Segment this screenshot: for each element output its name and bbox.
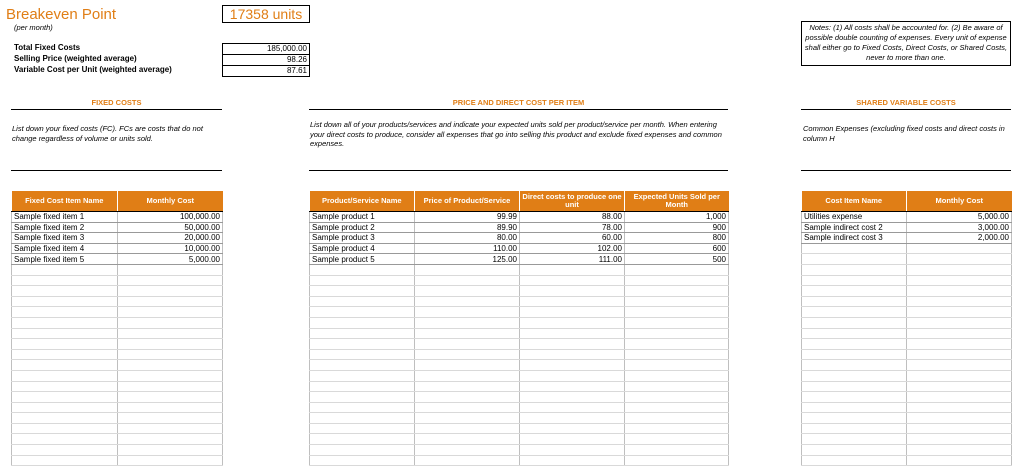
table-row [802, 233, 1012, 244]
empty-cell[interactable] [118, 264, 223, 275]
empty-cell[interactable] [118, 317, 223, 328]
table-row [310, 445, 729, 456]
empty-cell[interactable] [415, 434, 520, 445]
product-value-cell[interactable]: 125.00 [415, 254, 520, 265]
table-row [802, 349, 1012, 360]
empty-cell[interactable] [118, 360, 223, 371]
empty-cell[interactable] [12, 370, 118, 381]
table-row [802, 360, 1012, 371]
table-row [12, 349, 223, 360]
products-divider [309, 170, 728, 171]
empty-cell[interactable] [118, 370, 223, 381]
table-row [310, 381, 729, 392]
fixed-cost-name-cell[interactable]: Sample fixed item 1 [12, 212, 118, 223]
table-row [310, 455, 729, 466]
table-row [802, 402, 1012, 413]
shared-costs-heading: SHARED VARIABLE COSTS [801, 98, 1011, 110]
table-row [802, 254, 1012, 265]
empty-cell[interactable] [520, 455, 625, 466]
table-row [12, 243, 223, 254]
empty-cell[interactable] [625, 328, 729, 339]
empty-cell[interactable] [118, 445, 223, 456]
variable-cost-value[interactable]: 87.61 [222, 65, 310, 77]
fixed-cost-value-cell[interactable]: 10,000.00 [118, 243, 223, 254]
product-value-cell[interactable]: 99.99 [415, 212, 520, 223]
selling-price-label: Selling Price (weighted average) [14, 54, 137, 63]
table-row [12, 317, 223, 328]
empty-cell[interactable] [520, 402, 625, 413]
empty-cell[interactable] [907, 445, 1012, 456]
fixed-cost-name-cell[interactable]: Sample fixed item 3 [12, 233, 118, 244]
empty-cell[interactable] [118, 392, 223, 403]
product-name-cell[interactable]: Sample product 4 [310, 243, 415, 254]
product-value-cell[interactable]: 60.00 [520, 233, 625, 244]
table-row [802, 275, 1012, 286]
empty-cell[interactable] [415, 349, 520, 360]
empty-cell[interactable] [12, 360, 118, 371]
empty-cell[interactable] [625, 286, 729, 297]
shared-cost-value-cell[interactable]: 2,000.00 [907, 233, 1012, 244]
empty-cell[interactable] [625, 264, 729, 275]
empty-cell[interactable] [907, 423, 1012, 434]
empty-cell[interactable] [907, 413, 1012, 424]
products-table [309, 191, 729, 466]
empty-cell[interactable] [520, 423, 625, 434]
product-value-cell[interactable]: 102.00 [520, 243, 625, 254]
table-row [12, 402, 223, 413]
product-value-cell[interactable]: 900 [625, 222, 729, 233]
empty-cell[interactable] [625, 392, 729, 403]
table-row [12, 296, 223, 307]
product-value-cell[interactable]: 1,000 [625, 212, 729, 223]
empty-cell[interactable] [415, 413, 520, 424]
empty-cell[interactable] [415, 360, 520, 371]
column-header-fixed-item-name: Fixed Cost Item Name [12, 191, 118, 212]
product-value-cell[interactable]: 89.90 [415, 222, 520, 233]
table-row [12, 222, 223, 233]
empty-cell[interactable] [625, 339, 729, 350]
empty-cell[interactable] [12, 317, 118, 328]
table-row [802, 423, 1012, 434]
column-header-shared-monthly-cost: Monthly Cost [907, 191, 1012, 212]
empty-cell[interactable] [12, 307, 118, 318]
fixed-cost-value-cell[interactable]: 5,000.00 [118, 254, 223, 265]
column-header-product-name: Product/Service Name [310, 191, 415, 212]
empty-cell[interactable] [907, 349, 1012, 360]
empty-cell[interactable] [12, 445, 118, 456]
empty-cell[interactable] [310, 349, 415, 360]
table-row [802, 317, 1012, 328]
table-row [310, 243, 729, 254]
empty-cell[interactable] [907, 392, 1012, 403]
table-row [310, 286, 729, 297]
table-row [12, 339, 223, 350]
empty-cell[interactable] [802, 296, 907, 307]
table-row [12, 275, 223, 286]
empty-cell[interactable] [907, 434, 1012, 445]
empty-cell[interactable] [802, 370, 907, 381]
empty-cell[interactable] [118, 455, 223, 466]
column-header-price: Price of Product/Service [415, 191, 520, 212]
empty-cell[interactable] [520, 296, 625, 307]
empty-cell[interactable] [802, 286, 907, 297]
empty-cell[interactable] [118, 296, 223, 307]
empty-cell[interactable] [802, 445, 907, 456]
empty-cell[interactable] [310, 445, 415, 456]
product-value-cell[interactable]: 88.00 [520, 212, 625, 223]
table-row [802, 243, 1012, 254]
empty-cell[interactable] [12, 349, 118, 360]
table-row [12, 445, 223, 456]
empty-cell[interactable] [118, 434, 223, 445]
table-row [310, 423, 729, 434]
table-row [310, 317, 729, 328]
empty-cell[interactable] [310, 455, 415, 466]
empty-cell[interactable] [310, 413, 415, 424]
empty-cell[interactable] [907, 381, 1012, 392]
empty-cell[interactable] [625, 445, 729, 456]
empty-cell[interactable] [12, 392, 118, 403]
empty-cell[interactable] [625, 402, 729, 413]
empty-cell[interactable] [12, 402, 118, 413]
empty-cell[interactable] [907, 307, 1012, 318]
product-value-cell[interactable]: 111.00 [520, 254, 625, 265]
table-row [802, 370, 1012, 381]
empty-cell[interactable] [907, 264, 1012, 275]
empty-cell[interactable] [907, 455, 1012, 466]
empty-cell[interactable] [12, 455, 118, 466]
empty-cell[interactable] [520, 370, 625, 381]
empty-cell[interactable] [802, 434, 907, 445]
empty-cell[interactable] [520, 392, 625, 403]
empty-cell[interactable] [907, 286, 1012, 297]
empty-cell[interactable] [12, 423, 118, 434]
product-value-cell[interactable]: 600 [625, 243, 729, 254]
empty-cell[interactable] [520, 328, 625, 339]
empty-cell[interactable] [520, 445, 625, 456]
empty-cell[interactable] [12, 339, 118, 350]
empty-cell[interactable] [415, 328, 520, 339]
table-row [310, 413, 729, 424]
empty-cell[interactable] [625, 413, 729, 424]
table-row [12, 392, 223, 403]
empty-cell[interactable] [310, 434, 415, 445]
table-row [12, 328, 223, 339]
empty-cell[interactable] [625, 370, 729, 381]
table-row [12, 434, 223, 445]
empty-cell[interactable] [310, 307, 415, 318]
empty-cell[interactable] [310, 392, 415, 403]
empty-cell[interactable] [520, 434, 625, 445]
empty-cell[interactable] [802, 254, 907, 265]
empty-cell[interactable] [907, 328, 1012, 339]
table-row [802, 264, 1012, 275]
empty-cell[interactable] [625, 455, 729, 466]
empty-cell[interactable] [802, 307, 907, 318]
empty-cell[interactable] [310, 360, 415, 371]
fixed-cost-name-cell[interactable]: Sample fixed item 5 [12, 254, 118, 265]
empty-cell[interactable] [415, 423, 520, 434]
fixed-cost-name-cell[interactable]: Sample fixed item 4 [12, 243, 118, 254]
table-row [12, 254, 223, 265]
empty-cell[interactable] [520, 413, 625, 424]
empty-cell[interactable] [12, 264, 118, 275]
empty-cell[interactable] [12, 381, 118, 392]
table-row [802, 381, 1012, 392]
empty-cell[interactable] [802, 392, 907, 403]
empty-cell[interactable] [907, 339, 1012, 350]
shared-costs-divider [801, 170, 1011, 171]
empty-cell[interactable] [415, 339, 520, 350]
empty-cell[interactable] [520, 275, 625, 286]
table-row [802, 339, 1012, 350]
empty-cell[interactable] [310, 286, 415, 297]
fixed-cost-value-cell[interactable]: 50,000.00 [118, 222, 223, 233]
empty-cell[interactable] [415, 392, 520, 403]
table-row [310, 402, 729, 413]
column-header-expected-units: Expected Units Sold per Month [625, 191, 729, 212]
table-row [12, 381, 223, 392]
empty-cell[interactable] [520, 339, 625, 350]
empty-cell[interactable] [310, 381, 415, 392]
empty-cell[interactable] [118, 275, 223, 286]
empty-cell[interactable] [625, 296, 729, 307]
selling-price-value[interactable]: 98.26 [222, 54, 310, 66]
empty-cell[interactable] [907, 296, 1012, 307]
empty-cell[interactable] [802, 413, 907, 424]
fixed-cost-name-cell[interactable]: Sample fixed item 2 [12, 222, 118, 233]
table-row [802, 286, 1012, 297]
empty-cell[interactable] [802, 328, 907, 339]
empty-cell[interactable] [802, 381, 907, 392]
fixed-cost-value-cell[interactable]: 20,000.00 [118, 233, 223, 244]
empty-cell[interactable] [802, 317, 907, 328]
empty-cell[interactable] [802, 423, 907, 434]
empty-cell[interactable] [415, 296, 520, 307]
product-name-cell[interactable]: Sample product 2 [310, 222, 415, 233]
shared-costs-table [801, 191, 1012, 466]
table-row [310, 328, 729, 339]
table-row [310, 254, 729, 265]
table-row [310, 392, 729, 403]
empty-cell[interactable] [415, 381, 520, 392]
empty-cell[interactable] [310, 423, 415, 434]
price-direct-cost-heading: PRICE AND DIRECT COST PER ITEM [309, 98, 728, 110]
empty-cell[interactable] [907, 360, 1012, 371]
product-value-cell[interactable]: 500 [625, 254, 729, 265]
fixed-costs-description: List down your fixed costs (FC). FCs are costs that do not change regardless of volume or units sold. [12, 124, 203, 143]
empty-cell[interactable] [802, 455, 907, 466]
empty-cell[interactable] [625, 307, 729, 318]
page-title: Breakeven Point [6, 6, 117, 23]
empty-cell[interactable] [310, 296, 415, 307]
empty-cell[interactable] [310, 402, 415, 413]
empty-cell[interactable] [310, 264, 415, 275]
table-row [310, 360, 729, 371]
table-row [802, 328, 1012, 339]
empty-cell[interactable] [118, 413, 223, 424]
table-row [12, 423, 223, 434]
table-row [310, 264, 729, 275]
empty-cell[interactable] [520, 286, 625, 297]
fixed-costs-divider [11, 170, 222, 171]
table-row [310, 434, 729, 445]
empty-cell[interactable] [625, 317, 729, 328]
product-value-cell[interactable]: 800 [625, 233, 729, 244]
table-row [802, 392, 1012, 403]
empty-cell[interactable] [415, 264, 520, 275]
table-row [12, 370, 223, 381]
empty-cell[interactable] [802, 275, 907, 286]
empty-cell[interactable] [907, 402, 1012, 413]
empty-cell[interactable] [520, 349, 625, 360]
empty-cell[interactable] [12, 434, 118, 445]
table-row [802, 212, 1012, 223]
table-row [802, 455, 1012, 466]
empty-cell[interactable] [310, 275, 415, 286]
empty-cell[interactable] [415, 445, 520, 456]
table-row [310, 296, 729, 307]
empty-cell[interactable] [12, 275, 118, 286]
total-fixed-costs-value[interactable]: 185,000.00 [222, 43, 310, 55]
empty-cell[interactable] [415, 455, 520, 466]
empty-cell[interactable] [12, 286, 118, 297]
empty-cell[interactable] [118, 423, 223, 434]
empty-cell[interactable] [907, 370, 1012, 381]
empty-cell[interactable] [415, 317, 520, 328]
table-row [802, 413, 1012, 424]
table-row [310, 233, 729, 244]
column-header-direct-cost: Direct costs to produce one unit [520, 191, 625, 212]
empty-cell[interactable] [802, 264, 907, 275]
empty-cell[interactable] [415, 286, 520, 297]
table-row [310, 307, 729, 318]
table-row [310, 370, 729, 381]
empty-cell[interactable] [907, 317, 1012, 328]
page-subtitle: (per month) [14, 23, 53, 32]
table-row [12, 307, 223, 318]
empty-cell[interactable] [310, 317, 415, 328]
empty-cell[interactable] [118, 339, 223, 350]
table-row [12, 212, 223, 223]
table-row [12, 233, 223, 244]
total-fixed-costs-label: Total Fixed Costs [14, 43, 81, 52]
empty-cell[interactable] [625, 381, 729, 392]
empty-cell[interactable] [520, 381, 625, 392]
empty-cell[interactable] [625, 423, 729, 434]
table-row [802, 434, 1012, 445]
shared-cost-value-cell[interactable]: 3,000.00 [907, 222, 1012, 233]
table-row [310, 222, 729, 233]
empty-cell[interactable] [520, 307, 625, 318]
empty-cell[interactable] [415, 370, 520, 381]
empty-cell[interactable] [118, 349, 223, 360]
table-row [310, 212, 729, 223]
empty-cell[interactable] [520, 360, 625, 371]
empty-cell[interactable] [520, 317, 625, 328]
empty-cell[interactable] [625, 275, 729, 286]
empty-cell[interactable] [118, 328, 223, 339]
empty-cell[interactable] [415, 275, 520, 286]
empty-cell[interactable] [12, 296, 118, 307]
empty-cell[interactable] [310, 328, 415, 339]
table-row [310, 339, 729, 350]
table-row [12, 413, 223, 424]
shared-costs-description: Common Expenses (excluding fixed costs and direct costs in column H [803, 124, 1005, 143]
product-name-cell[interactable]: Sample product 1 [310, 212, 415, 223]
empty-cell[interactable] [907, 254, 1012, 265]
fixed-costs-table [11, 191, 223, 466]
empty-cell[interactable] [310, 370, 415, 381]
variable-cost-label: Variable Cost per Unit (weighted average) [14, 65, 172, 74]
table-row [802, 445, 1012, 456]
breakeven-result[interactable]: 17358 units [222, 5, 310, 23]
notes-box: Notes: (1) All costs shall be accounted for. (2) Be aware of possible double counting of expenses. Every unit of expense shall either go to Fixed Costs, Direct Costs, or Shared Costs, never to more than one. [801, 21, 1011, 66]
table-row [12, 360, 223, 371]
empty-cell[interactable] [802, 339, 907, 350]
shared-cost-name-cell[interactable]: Sample indirect cost 3 [802, 233, 907, 244]
empty-cell[interactable] [520, 264, 625, 275]
empty-cell[interactable] [802, 402, 907, 413]
empty-cell[interactable] [118, 402, 223, 413]
empty-cell[interactable] [415, 307, 520, 318]
empty-cell[interactable] [118, 381, 223, 392]
empty-cell[interactable] [415, 402, 520, 413]
fixed-cost-value-cell[interactable]: 100,000.00 [118, 212, 223, 223]
shared-cost-name-cell[interactable]: Sample indirect cost 2 [802, 222, 907, 233]
column-header-monthly-cost: Monthly Cost [118, 191, 223, 212]
table-row [12, 455, 223, 466]
table-row [802, 296, 1012, 307]
empty-cell[interactable] [118, 286, 223, 297]
fixed-costs-heading: FIXED COSTS [11, 98, 222, 110]
empty-cell[interactable] [802, 243, 907, 254]
table-row [310, 275, 729, 286]
product-value-cell[interactable]: 80.00 [415, 233, 520, 244]
empty-cell[interactable] [907, 275, 1012, 286]
table-row [802, 222, 1012, 233]
column-header-cost-item-name: Cost Item Name [802, 191, 907, 212]
empty-cell[interactable] [625, 360, 729, 371]
empty-cell[interactable] [907, 243, 1012, 254]
table-row [310, 349, 729, 360]
empty-cell[interactable] [802, 360, 907, 371]
shared-cost-value-cell[interactable]: 5,000.00 [907, 212, 1012, 223]
empty-cell[interactable] [310, 339, 415, 350]
empty-cell[interactable] [625, 434, 729, 445]
empty-cell[interactable] [802, 349, 907, 360]
table-row [12, 286, 223, 297]
empty-cell[interactable] [625, 349, 729, 360]
empty-cell[interactable] [12, 413, 118, 424]
shared-cost-name-cell[interactable]: Utilities expense [802, 212, 907, 223]
table-row [12, 264, 223, 275]
empty-cell[interactable] [12, 328, 118, 339]
product-name-cell[interactable]: Sample product 5 [310, 254, 415, 265]
products-description: List down all of your products/services and indicate your expected units sold per product/service per month. When entering your direct costs to produce, consider all expenses that go into selling this product and exclude fixed expenses and common expenses. [310, 120, 722, 149]
product-name-cell[interactable]: Sample product 3 [310, 233, 415, 244]
product-value-cell[interactable]: 110.00 [415, 243, 520, 254]
empty-cell[interactable] [118, 307, 223, 318]
table-row [802, 307, 1012, 318]
product-value-cell[interactable]: 78.00 [520, 222, 625, 233]
